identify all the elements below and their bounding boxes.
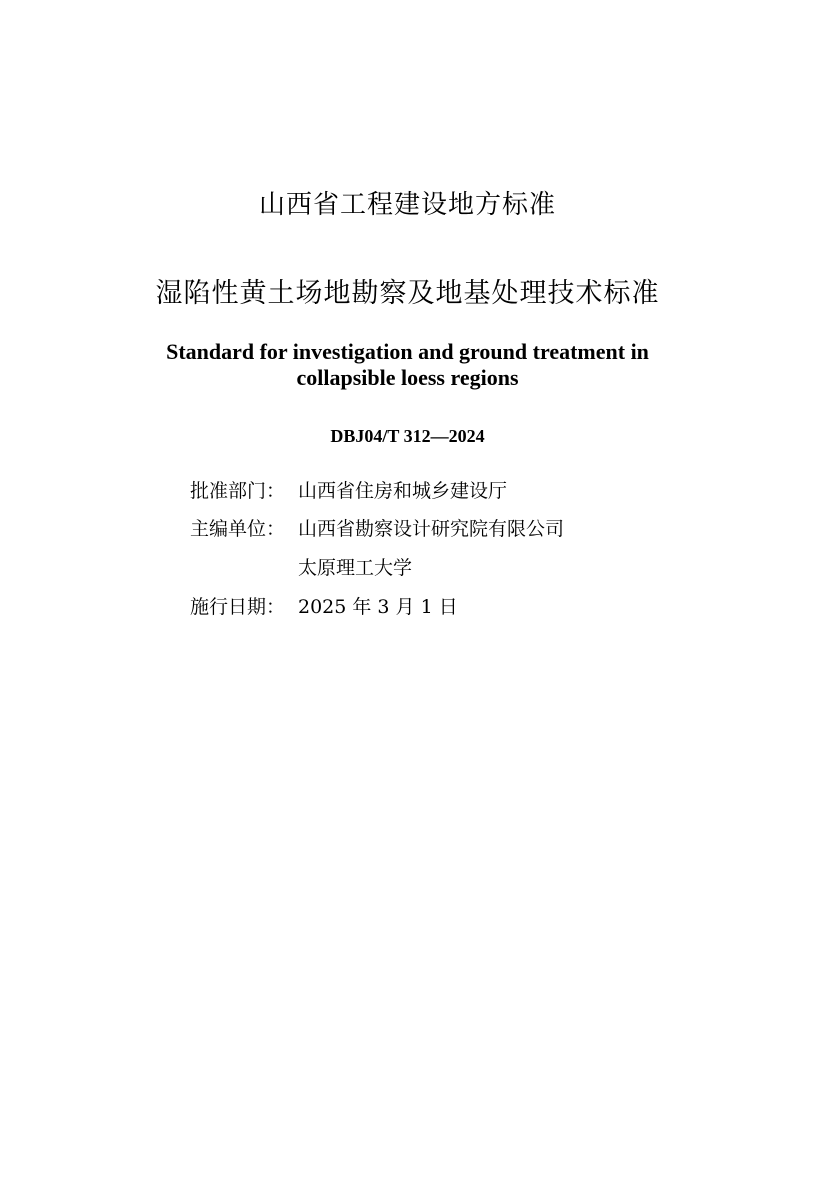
editor-row bbox=[190, 515, 564, 543]
series-title: 山西省工程建设地方标准 bbox=[258, 190, 556, 220]
approval-value: 山西省住房和城乡建设厅 bbox=[298, 480, 508, 502]
english-title-line-2: collapsible loess regions bbox=[296, 365, 519, 390]
effective-row bbox=[190, 593, 458, 621]
english-title-line-1: Standard for investigation and ground treatment in bbox=[166, 339, 649, 364]
approval-label: 批准部门： bbox=[190, 480, 286, 502]
editor-label: 主编单位： bbox=[190, 518, 286, 540]
editor-value: 山西省勘察设计研究院有限公司 bbox=[298, 518, 565, 540]
standard-code: DBJ04/T 312—2024 bbox=[330, 426, 485, 446]
english-title bbox=[0, 339, 815, 391]
effective-value: 2025 年 3 月 1 日 bbox=[298, 596, 458, 618]
approval-row bbox=[190, 477, 507, 505]
editor-value-2: 太原理工大学 bbox=[298, 557, 413, 579]
main-title: 湿陷性黄土场地勘察及地基处理技术标准 bbox=[155, 278, 660, 309]
effective-label: 施行日期： bbox=[190, 596, 286, 618]
